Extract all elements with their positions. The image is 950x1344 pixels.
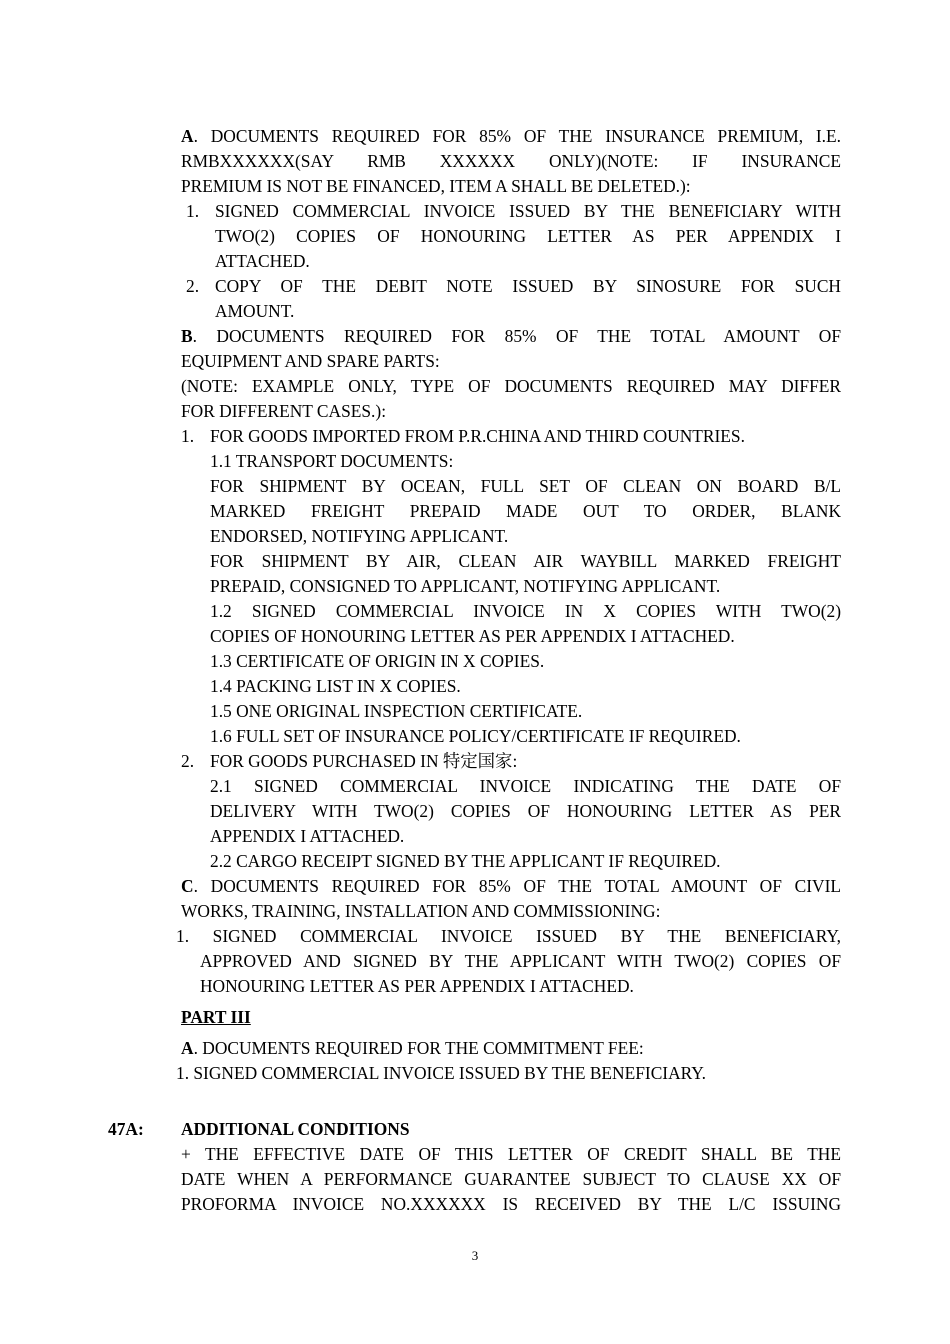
sub-item: 1.1 TRANSPORT DOCUMENTS: xyxy=(210,451,454,471)
list-number: 1. xyxy=(181,426,195,446)
sub-item-text: FOR SHIPMENT BY OCEAN, FULL SET OF CLEAN ON BOARD B/L xyxy=(210,476,841,496)
part-heading: PART III xyxy=(181,1007,251,1027)
sub-item-text: ENDORSED, NOTIFYING APPLICANT. xyxy=(210,526,509,546)
sub-item-text: PREPAID, CONSIGNED TO APPLICANT, NOTIFYING APPLICANT. xyxy=(210,576,721,596)
section-b-heading: B. DOCUMENTS REQUIRED FOR 85% OF THE TOTAL AMOUNT OF xyxy=(181,326,841,346)
sub-item-text: DELIVERY WITH TWO(2) COPIES OF HONOURING LETTER AS PER xyxy=(210,801,841,821)
section-b-line: EQUIPMENT AND SPARE PARTS: xyxy=(181,351,440,371)
list-number: 1. xyxy=(186,201,200,221)
section-a-line: PREMIUM IS NOT BE FINANCED, ITEM A SHALL BE DELETED.): xyxy=(181,176,691,196)
section-a-line: RMBXXXXXX(SAY RMB XXXXXX ONLY)(NOTE: IF INSURANCE xyxy=(181,151,841,171)
list-item: FOR GOODS IMPORTED FROM P.R.CHINA AND THIRD COUNTRIES. xyxy=(210,426,745,446)
sub-item-text: COPIES OF HONOURING LETTER AS PER APPENDIX I ATTACHED. xyxy=(210,626,735,646)
sub-item: 1.4 PACKING LIST IN X COPIES. xyxy=(210,676,461,696)
list-item: TWO(2) COPIES OF HONOURING LETTER AS PER APPENDIX I xyxy=(215,226,841,246)
list-item: AMOUNT. xyxy=(215,301,295,321)
field-tag: 47A: xyxy=(108,1119,144,1139)
section-a-heading: A. DOCUMENTS REQUIRED FOR 85% OF THE INSURANCE PREMIUM, I.E. xyxy=(181,126,841,146)
sub-item: 1.6 FULL SET OF INSURANCE POLICY/CERTIFICATE IF REQUIRED. xyxy=(210,726,741,746)
list-item: SIGNED COMMERCIAL INVOICE ISSUED BY THE BENEFICIARY WITH xyxy=(215,201,841,221)
sub-item-text: APPENDIX I ATTACHED. xyxy=(210,826,405,846)
section-c-line: WORKS, TRAINING, INSTALLATION AND COMMISSIONING: xyxy=(181,901,661,921)
sub-item: 1.3 CERTIFICATE OF ORIGIN IN X COPIES. xyxy=(210,651,545,671)
field-text: DATE WHEN A PERFORMANCE GUARANTEE SUBJECT TO CLAUSE XX OF xyxy=(181,1169,841,1189)
page-number: 3 xyxy=(471,1248,479,1263)
list-item: APPROVED AND SIGNED BY THE APPLICANT WITH TWO(2) COPIES OF xyxy=(200,951,841,971)
section-b-note: FOR DIFFERENT CASES.): xyxy=(181,401,387,421)
list-item: 1. SIGNED COMMERCIAL INVOICE ISSUED BY THE BENEFICIARY. xyxy=(176,1063,706,1083)
list-number: 2. xyxy=(186,276,200,296)
list-item: COPY OF THE DEBIT NOTE ISSUED BY SINOSURE FOR SUCH xyxy=(215,276,841,296)
sub-item-text: FOR SHIPMENT BY AIR, CLEAN AIR WAYBILL MARKED FREIGHT xyxy=(210,551,841,571)
field-title: ADDITIONAL CONDITIONS xyxy=(181,1119,410,1139)
field-text: + THE EFFECTIVE DATE OF THIS LETTER OF CREDIT SHALL BE THE xyxy=(181,1144,841,1164)
field-text: PROFORMA INVOICE NO.XXXXXX IS RECEIVED BY THE L/C ISSUING xyxy=(181,1194,841,1214)
sub-item-text: MARKED FREIGHT PREPAID MADE OUT TO ORDER, BLANK xyxy=(210,501,841,521)
section-c-heading: C. DOCUMENTS REQUIRED FOR 85% OF THE TOTAL AMOUNT OF CIVIL xyxy=(181,876,841,896)
sub-item: 2.1 SIGNED COMMERCIAL INVOICE INDICATING THE DATE OF xyxy=(210,776,841,796)
list-item: FOR GOODS PURCHASED IN 特定国家: xyxy=(210,751,518,771)
list-item: ATTACHED. xyxy=(215,251,310,271)
list-number: 2. xyxy=(181,751,195,771)
part3-a-heading: A. DOCUMENTS REQUIRED FOR THE COMMITMENT FEE: xyxy=(181,1038,644,1058)
list-item: 1. SIGNED COMMERCIAL INVOICE ISSUED BY THE BENEFICIARY, xyxy=(176,926,841,946)
sub-item: 1.5 ONE ORIGINAL INSPECTION CERTIFICATE. xyxy=(210,701,583,721)
sub-item: 1.2 SIGNED COMMERCIAL INVOICE IN X COPIES WITH TWO(2) xyxy=(210,601,841,621)
section-b-note: (NOTE: EXAMPLE ONLY, TYPE OF DOCUMENTS REQUIRED MAY DIFFER xyxy=(181,376,841,396)
list-item: HONOURING LETTER AS PER APPENDIX I ATTACHED. xyxy=(200,976,634,996)
sub-item: 2.2 CARGO RECEIPT SIGNED BY THE APPLICANT IF REQUIRED. xyxy=(210,851,721,871)
